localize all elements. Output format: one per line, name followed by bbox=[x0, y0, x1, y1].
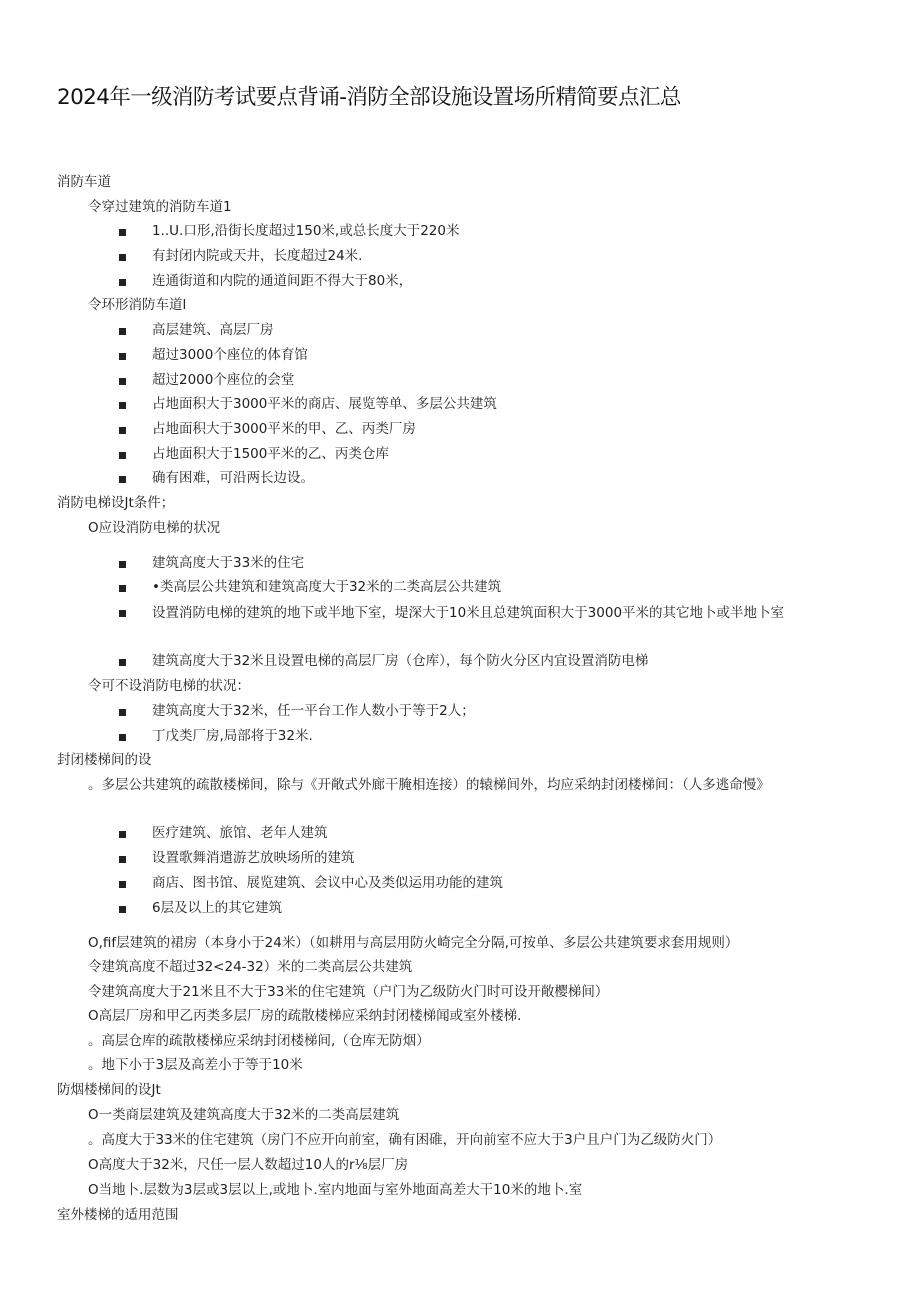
bullet-marker bbox=[119, 427, 126, 434]
subsection-item: O,fif层建筑的裙房（本身小于24米）（如耕用与高层用防火崎完全分隔,可按单、多层公共建筑要求套用规则） bbox=[88, 935, 739, 951]
subsection-item: 。高度大于33米的住宅建筑（房门不应开向前室，确有困碓，开向前室不应大于3户且户门为乙级防火门） bbox=[88, 1132, 722, 1148]
list-item: 1..U.口形,沿街长度超过150米,或总长度大于220米 bbox=[152, 223, 460, 239]
subsection-item: 令建筑高度大于21米且不大于33米的住宅建筑（户门为乙级防火门时可设开敞樱梯间） bbox=[88, 984, 609, 1000]
list-item: 设置消防电梯的建筑的地下或半地下室，堤深大于10米且总建筑面积大于3000平米的其它地卜或半地卜室 bbox=[152, 605, 785, 621]
subsection-item: O当地卜.层数为3层或3层以上,或地卜.室内地面与室外地面高差大干10米的地卜.室 bbox=[88, 1182, 583, 1198]
list-item: 6层及以上的其它建筑 bbox=[152, 900, 283, 916]
bullet-marker bbox=[119, 452, 126, 459]
subsection-item: 。地下小于3层及高差小于等于10米 bbox=[88, 1057, 303, 1073]
document-title: 2024年一级消防考试要点背诵-消防全部设施设置场所精简要点汇总 bbox=[57, 85, 681, 110]
list-item: 商店、图书馆、展览建筑、会议中心及类似运用功能的建筑 bbox=[152, 875, 503, 891]
list-item: 确有困难，可沿两长边设。 bbox=[152, 470, 314, 486]
bullet-marker bbox=[119, 402, 126, 409]
list-item: 有封闭内院或天井，长度超过24米. bbox=[152, 248, 363, 264]
subsection-item: O一类商层建筑及建筑高度大于32米的二类高层建筑 bbox=[88, 1107, 400, 1123]
section-heading: 室外楼梯的适用范围 bbox=[57, 1207, 179, 1223]
bullet-marker bbox=[119, 476, 126, 483]
bullet-marker bbox=[119, 709, 126, 716]
list-item: 高层建筑、高层厂房 bbox=[152, 322, 274, 338]
list-item: 建筑高度大于33米的住宅 bbox=[152, 555, 305, 571]
list-item: 占地面积大于3000平米的商店、展览等单、多层公共建筑 bbox=[152, 396, 497, 412]
list-item: 占地面积大于3000平米的甲、乙、丙类厂房 bbox=[152, 421, 416, 437]
list-item: 建筑高度大于32米且设置电梯的高层厂房（仓库），每个防火分区内宜设置消防电梯 bbox=[152, 653, 649, 669]
subsection-item: 令建筑高度不超过32<24-32）米的二类高层公共建筑 bbox=[88, 959, 413, 975]
bullet-marker bbox=[119, 610, 126, 617]
bullet-marker bbox=[119, 353, 126, 360]
bullet-marker bbox=[119, 659, 126, 666]
section-heading: 封闭楼梯间的设 bbox=[57, 752, 152, 768]
subsection-item: 。高层仓库的疏散楼梯应采纳封闭楼梯间,（仓库无防烟） bbox=[88, 1033, 430, 1049]
section-heading: 消防车道 bbox=[57, 174, 111, 190]
list-item: 设置歌舞消遣游艺放映场所的建筑 bbox=[152, 850, 355, 866]
subsection-item: O高度大于32米，尺任一层人数超过10人的r⅛层厂房 bbox=[88, 1157, 409, 1173]
subsection-heading: 令穿过建筑的消防车道1 bbox=[88, 199, 232, 215]
subsection-item: O高层厂房和甲乙丙类多层厂房的疏散楼梯应采纳封闭楼梯闻或室外楼梯. bbox=[88, 1008, 522, 1024]
bullet-marker bbox=[119, 906, 126, 913]
subsection-heading: 令可不设消防电梯的状况： bbox=[88, 678, 250, 694]
bullet-marker bbox=[119, 856, 126, 863]
list-item: 连通街道和内院的通道间距不得大于80米， bbox=[152, 273, 413, 289]
list-item: 超过3000个座位的体育馆 bbox=[152, 347, 308, 363]
subsection-heading: O应设消防电梯的状况 bbox=[88, 520, 221, 536]
bullet-marker bbox=[119, 585, 126, 592]
bullet-marker bbox=[119, 831, 126, 838]
list-item: 医疗建筑、旅馆、老年人建筑 bbox=[152, 825, 328, 841]
bullet-marker bbox=[119, 229, 126, 236]
subsection-heading: 。多层公共建筑的疏散楼梯间，除与《开敞式外廊干腌相连接）的辕梯间外，均应采纳封闭楼梯间：（人多逃命慢》 bbox=[88, 777, 770, 793]
list-item: 超过2000个座位的会堂 bbox=[152, 372, 295, 388]
bullet-marker bbox=[119, 378, 126, 385]
bullet-marker bbox=[119, 254, 126, 261]
bullet-marker bbox=[119, 881, 126, 888]
bullet-marker bbox=[119, 561, 126, 568]
list-item: 丁戊类厂房,局部将于32米. bbox=[152, 728, 313, 744]
bullet-marker bbox=[119, 328, 126, 335]
list-item: 建筑高度大于32米，任一平台工作人数小于等于2人； bbox=[152, 703, 475, 719]
section-heading: 防烟楼梯间的设Jt bbox=[57, 1082, 161, 1098]
section-heading: 消防电梯设Jt条件； bbox=[57, 495, 175, 511]
bullet-marker bbox=[119, 279, 126, 286]
bullet-marker bbox=[119, 734, 126, 741]
subsection-heading: 令环形消防车道l bbox=[88, 297, 187, 313]
list-item: •类高层公共建筑和建筑高度大于32米的二类高层公共建筑 bbox=[152, 579, 502, 595]
list-item: 占地面积大于1500平米的乙、丙类仓库 bbox=[152, 446, 389, 462]
